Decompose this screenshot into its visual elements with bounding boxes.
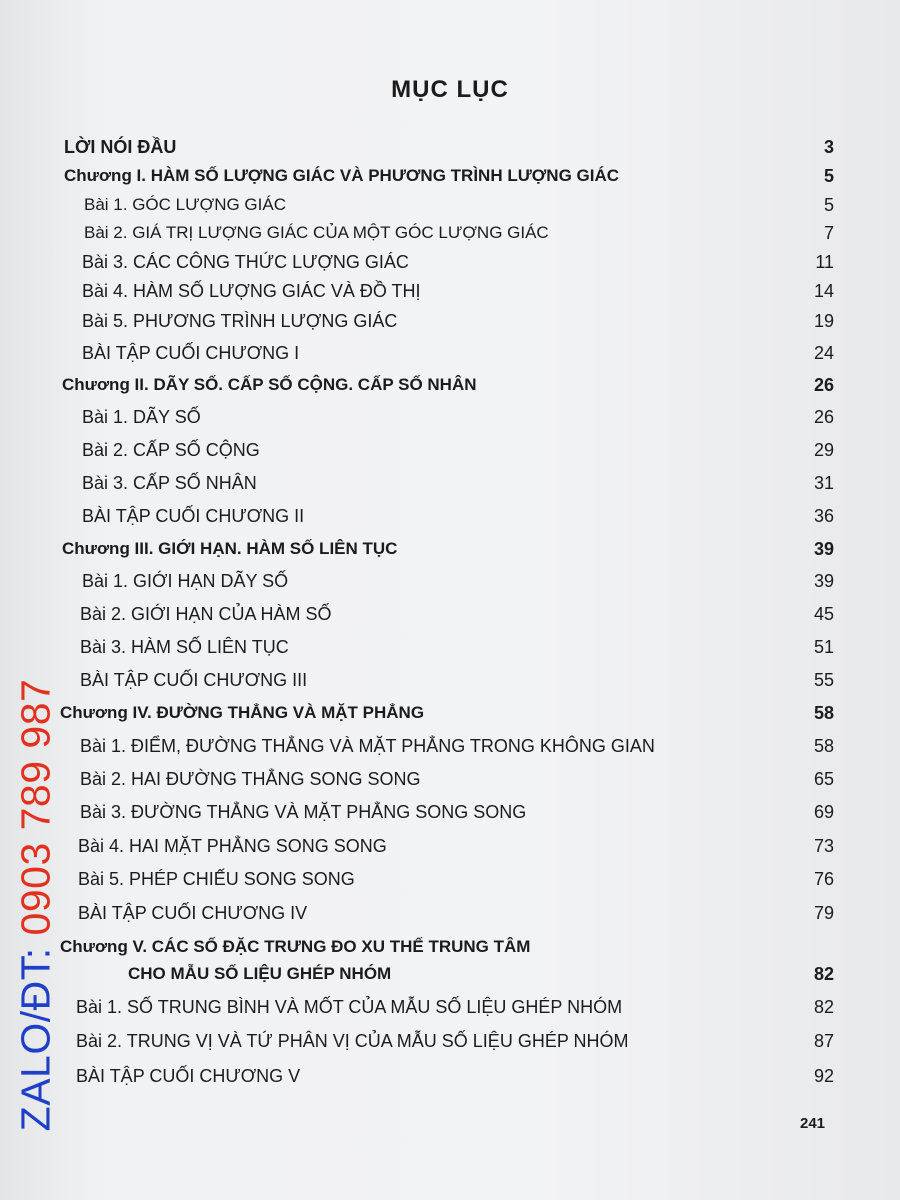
toc-entry-page: 11 bbox=[815, 252, 834, 272]
toc-entry-page: 5 bbox=[823, 195, 834, 215]
toc-entry bbox=[82, 404, 834, 432]
toc-entry-title: Chương II. DÃY SỐ. CẤP SỐ CỘNG. CẤP SỐ NHÂN bbox=[62, 375, 477, 394]
toc-chapter bbox=[62, 372, 834, 400]
toc-entry-page: 82 bbox=[813, 964, 834, 984]
toc-entry bbox=[78, 900, 834, 928]
toc-entry bbox=[64, 134, 834, 162]
toc-entry-page: 14 bbox=[813, 281, 834, 301]
toc-entry bbox=[82, 503, 834, 531]
toc-entry bbox=[76, 994, 834, 1022]
toc-entry-title: Bài 1. GÓC LƯỢNG GIÁC bbox=[84, 195, 286, 214]
toc-entry bbox=[76, 1028, 834, 1056]
toc-entry bbox=[80, 799, 834, 827]
toc-entry bbox=[76, 1063, 834, 1091]
toc-chapter bbox=[64, 163, 834, 191]
toc-entry bbox=[82, 249, 834, 277]
toc-entry-title: BÀI TẬP CUỐI CHƯƠNG I bbox=[82, 343, 300, 363]
toc-entry bbox=[84, 192, 834, 220]
toc-entry-title: Bài 2. CẤP SỐ CỘNG bbox=[82, 440, 260, 460]
toc-entry-page: 24 bbox=[813, 343, 834, 363]
toc-entry bbox=[82, 308, 834, 336]
toc-entry-page: 31 bbox=[813, 473, 834, 493]
toc-entry-title: Bài 3. ĐƯỜNG THẲNG VÀ MẶT PHẲNG SONG SONG bbox=[80, 802, 527, 822]
toc-entry-title: Bài 1. SỐ TRUNG BÌNH VÀ MỐT CỦA MẪU SỐ LIỆU GHÉP NHÓM bbox=[76, 997, 623, 1017]
contact-text bbox=[13, 679, 60, 1132]
toc-entry-page: 39 bbox=[813, 539, 834, 559]
contact-phone: 0903 789 987 bbox=[12, 678, 59, 936]
toc-entry-page: 55 bbox=[813, 670, 834, 690]
toc-entry-title: Bài 2. TRUNG VỊ VÀ TỨ PHÂN VỊ CỦA MẪU SỐ LIỆU GHÉP NHÓM bbox=[76, 1031, 629, 1051]
toc-chapter bbox=[62, 536, 834, 564]
toc-entry-page: 76 bbox=[813, 869, 834, 889]
toc-entry-page: 45 bbox=[813, 604, 834, 624]
toc-entry-page: 5 bbox=[823, 166, 834, 186]
toc-entry-page: 26 bbox=[813, 375, 834, 395]
toc-entry bbox=[78, 833, 834, 861]
toc-entry-page: 73 bbox=[813, 836, 834, 856]
toc-entry-page: 58 bbox=[813, 736, 834, 756]
toc-entry-title: BÀI TẬP CUỐI CHƯƠNG III bbox=[80, 670, 308, 690]
toc-entry-page: 82 bbox=[813, 997, 834, 1017]
toc-entry-title: Chương V. CÁC SỐ ĐẶC TRƯNG ĐO XU THẾ TRUNG TÂM bbox=[60, 937, 531, 956]
page-title: MỤC LỤC bbox=[391, 76, 509, 103]
toc-entry-page: 58 bbox=[813, 703, 834, 723]
toc-entry-page: 29 bbox=[813, 440, 834, 460]
toc-entry bbox=[80, 667, 834, 695]
toc-entry-title: Bài 2. GIỚI HẠN CỦA HÀM SỐ bbox=[80, 604, 332, 624]
toc-entry-page: 87 bbox=[813, 1031, 834, 1051]
toc-entry-title: Bài 3. CẤP SỐ NHÂN bbox=[82, 473, 257, 493]
toc-entry-title: Bài 3. HÀM SỐ LIÊN TỤC bbox=[80, 637, 289, 657]
contact-watermark bbox=[6, 615, 66, 1195]
toc-entry bbox=[80, 601, 834, 629]
toc-entry-title: Chương I. HÀM SỐ LƯỢNG GIÁC VÀ PHƯƠNG TRÌNH LƯỢNG GIÁC bbox=[64, 166, 620, 185]
toc-entry-page: 19 bbox=[813, 311, 834, 331]
toc-entry-title: Chương IV. ĐƯỜNG THẲNG VÀ MẶT PHẲNG bbox=[60, 703, 425, 722]
toc-entry bbox=[82, 340, 834, 368]
toc-entry bbox=[80, 634, 834, 662]
toc-entry-title: Bài 2. HAI ĐƯỜNG THẲNG SONG SONG bbox=[80, 769, 421, 789]
toc-entry-title: Bài 1. ĐIỂM, ĐƯỜNG THẲNG VÀ MẶT PHẲNG TRONG KHÔNG GIAN bbox=[80, 736, 655, 756]
toc-entry bbox=[80, 733, 834, 761]
toc-entry-title: BÀI TẬP CUỐI CHƯƠNG IV bbox=[78, 903, 308, 923]
toc-entry-page: 65 bbox=[813, 769, 834, 789]
toc-entry-title: Bài 4. HAI MẶT PHẲNG SONG SONG bbox=[78, 836, 387, 856]
contact-prefix: ZALO/ĐT: bbox=[12, 935, 59, 1132]
toc-entry-page: 26 bbox=[813, 407, 834, 427]
toc-entry-page: 39 bbox=[813, 571, 834, 591]
toc-entry-title: BÀI TẬP CUỐI CHƯƠNG V bbox=[76, 1066, 301, 1086]
toc-entry-title: Chương III. GIỚI HẠN. HÀM SỐ LIÊN TỤC bbox=[62, 539, 398, 558]
toc-entry-page: 69 bbox=[813, 802, 834, 822]
toc-entry bbox=[82, 568, 834, 596]
toc-entry-page: 36 bbox=[813, 506, 834, 526]
toc-entry bbox=[82, 437, 834, 465]
toc-entry-page: 79 bbox=[813, 903, 834, 923]
toc-entry bbox=[82, 470, 834, 498]
toc-entry-title: Bài 4. HÀM SỐ LƯỢNG GIÁC VÀ ĐỒ THỊ bbox=[82, 281, 421, 301]
toc-chapter bbox=[60, 700, 834, 728]
toc-entry bbox=[84, 220, 834, 248]
toc-entry bbox=[78, 866, 834, 894]
toc-entry-title: Bài 2. GIÁ TRỊ LƯỢNG GIÁC CỦA MỘT GÓC LƯỢNG GIÁC bbox=[84, 223, 549, 242]
toc-entry-page: 3 bbox=[823, 137, 834, 157]
page-number: 241 bbox=[800, 1115, 826, 1132]
toc-entry-title: BÀI TẬP CUỐI CHƯƠNG II bbox=[82, 506, 305, 526]
toc-entry-page: 7 bbox=[823, 223, 834, 243]
toc-entry bbox=[80, 766, 834, 794]
toc-chapter bbox=[60, 934, 834, 962]
toc-entry-title: Bài 5. PHÉP CHIẾU SONG SONG bbox=[78, 869, 355, 889]
toc-entry bbox=[82, 278, 834, 306]
toc-entry-title: Bài 1. DÃY SỐ bbox=[82, 407, 201, 427]
toc-entry-title: CHO MẪU SỐ LIỆU GHÉP NHÓM bbox=[128, 964, 392, 983]
toc-entry-title: LỜI NÓI ĐẦU bbox=[64, 137, 177, 157]
toc-entry-title: Bài 5. PHƯƠNG TRÌNH LƯỢNG GIÁC bbox=[82, 311, 398, 331]
toc-entry-title: Bài 1. GIỚI HẠN DÃY SỐ bbox=[82, 571, 289, 591]
toc-entry-title: Bài 3. CÁC CÔNG THỨC LƯỢNG GIÁC bbox=[82, 252, 409, 272]
toc-chapter-continuation bbox=[128, 961, 834, 989]
toc-entry-page: 92 bbox=[813, 1066, 834, 1086]
toc-entry-page: 51 bbox=[813, 637, 834, 657]
